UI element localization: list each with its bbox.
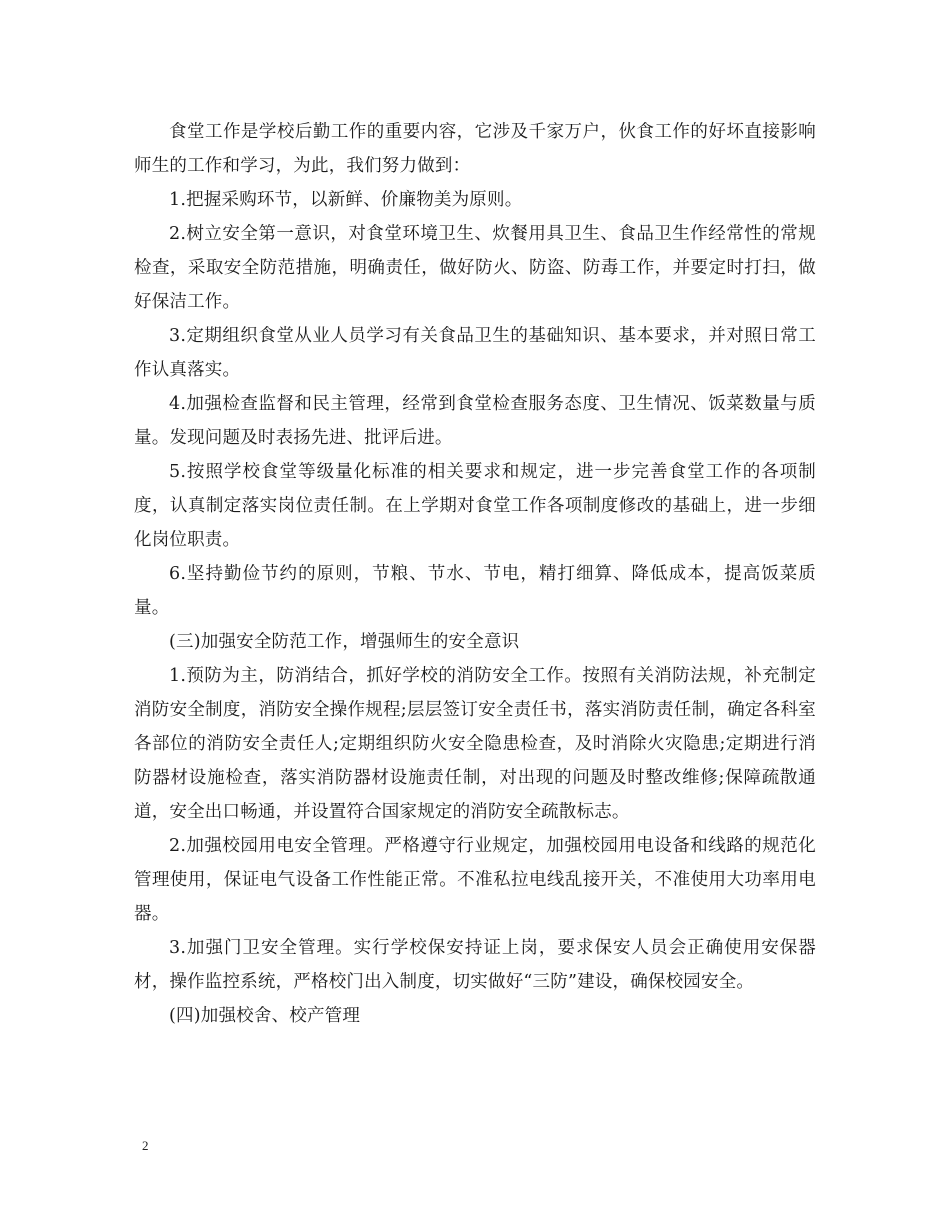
section-heading-3: (三)加强安全防范工作，增强师生的安全意识 — [169, 632, 520, 652]
paragraph-item-4-supervision: 4.加强检查监督和民主管理，经常到食堂检查服务态度、卫生情况、饭菜数量与质量。发现问题及时表扬先进、批评后进。 — [134, 394, 816, 448]
page-number: 2 — [142, 1138, 149, 1153]
document-body — [134, 115, 816, 1033]
paragraph-item-3-training: 3.定期组织食堂从业人员学习有关食品卫生的基础知识、基本要求，并对照日常工作认真落实。 — [134, 326, 816, 380]
paragraph-electric-safety: 2.加强校园用电安全管理。严格遵守行业规定，加强校园用电设备和线路的规范化管理使用，保证电气设备工作性能正常。不准私拉电线乱接开关，不准使用大功率用电器。 — [134, 836, 816, 924]
paragraph-item-6-thrift: 6.坚持勤俭节约的原则，节粮、节水、节电，精打细算、降低成本，提高饭菜质量。 — [134, 564, 816, 618]
paragraph-fire-safety: 1.预防为主，防消结合，抓好学校的消防安全工作。按照有关消防法规，补充制定消防安全制度，消防安全操作规程;层层签订安全责任书，落实消防责任制，确定各科室各部位的消防安全责任人;定期组织防火安全隐患检查，及时消除火灾隐患;定期进行消防器材设施检查，落实消防器材设施责任制，对出现的问题及时整改维修;保障疏散通道，安全出口畅通，并设置符合国家规定的消防安全疏散标志。 — [134, 666, 816, 822]
paragraph-item-2-safety: 2.树立安全第一意识，对食堂环境卫生、炊餐用具卫生、食品卫生作经常性的常规检查，采取安全防范措施，明确责任，做好防火、防盗、防毒工作，并要定时打扫，做好保洁工作。 — [134, 224, 816, 312]
paragraph-item-5-standards: 5.按照学校食堂等级量化标准的相关要求和规定，进一步完善食堂工作的各项制度，认真制定落实岗位责任制。在上学期对食堂工作各项制度修改的基础上，进一步细化岗位职责。 — [134, 462, 816, 550]
paragraph-item-1-purchasing: 1.把握采购环节，以新鲜、价廉物美为原则。 — [169, 190, 523, 210]
paragraph-canteen-intro: 食堂工作是学校后勤工作的重要内容，它涉及千家万户，伙食工作的好坏直接影响师生的工作和学习，为此，我们努力做到： — [134, 122, 816, 176]
paragraph-gate-security: 3.加强门卫安全管理。实行学校保安持证上岗，要求保安人员会正确使用安保器材，操作监控系统，严格校门出入制度，切实做好“三防”建设，确保校园安全。 — [134, 938, 816, 992]
section-heading-4: (四)加强校舍、校产管理 — [169, 1006, 361, 1026]
